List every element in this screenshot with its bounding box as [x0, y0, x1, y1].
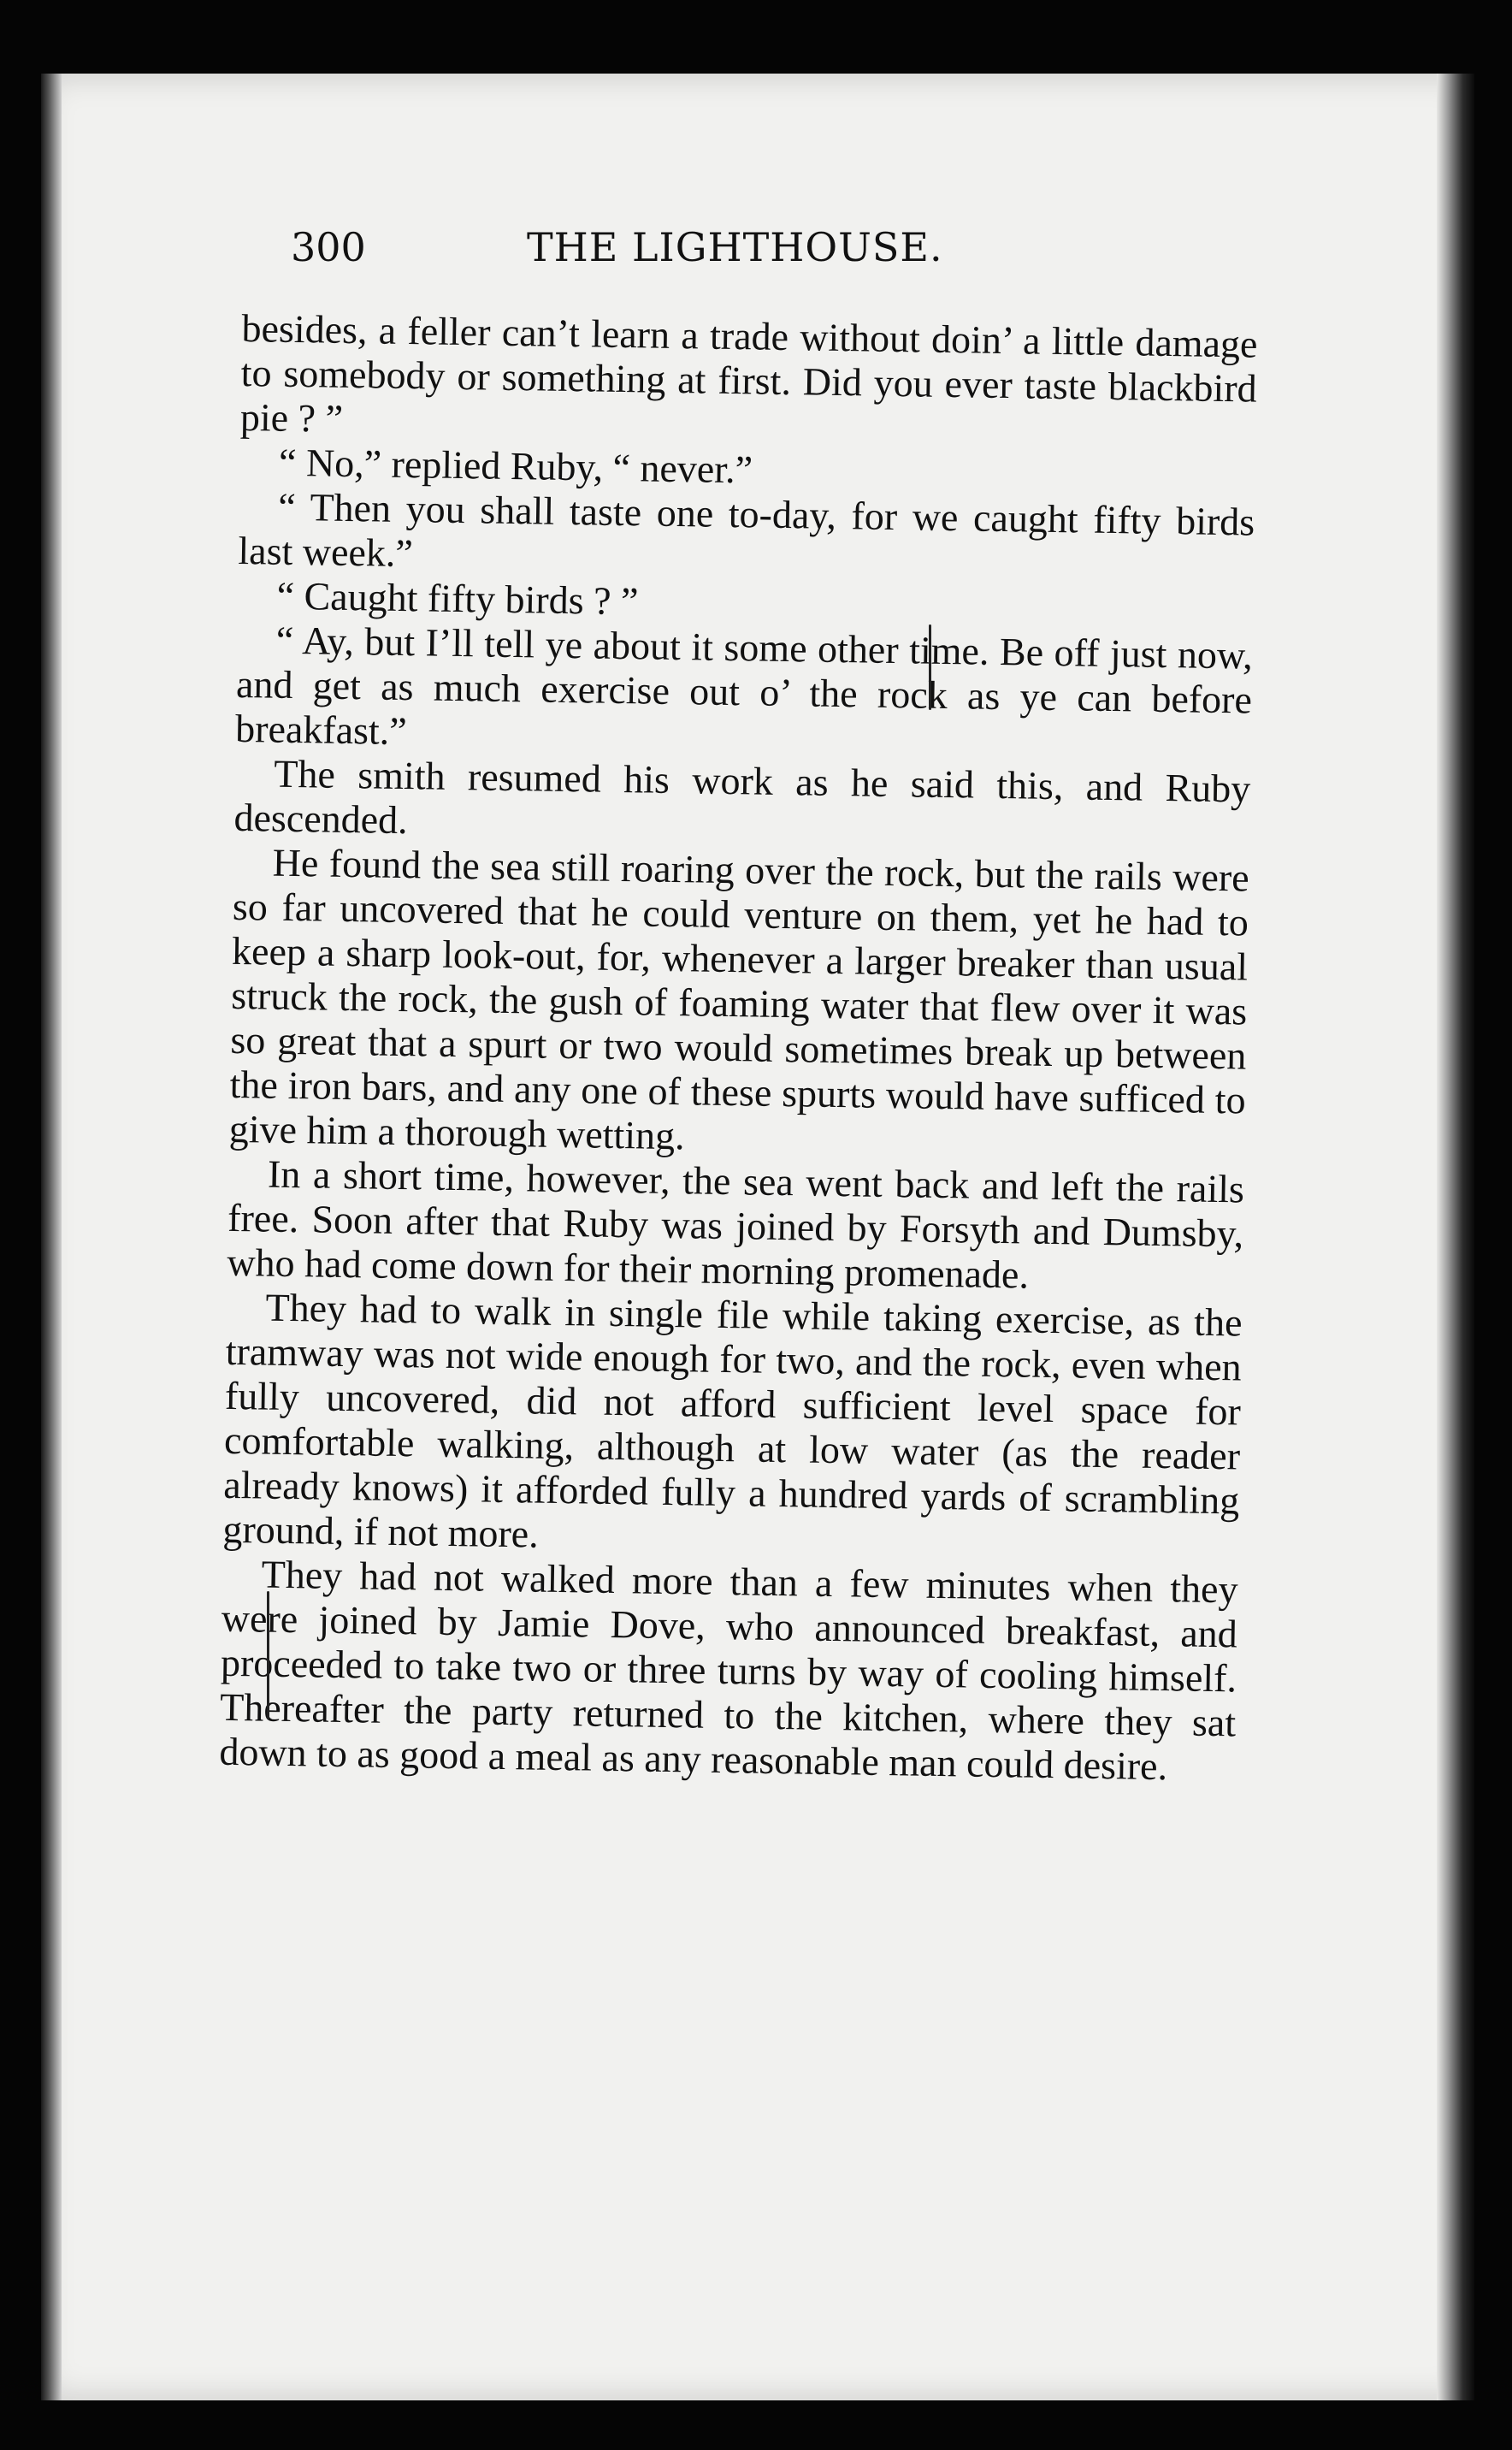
body-text [219, 306, 1258, 1790]
margin-pencil-mark-lower [267, 1591, 269, 1719]
page-left-shadow [41, 74, 62, 2400]
paragraph-9: They had to walk in single file while taking exercise, as the tramway was not wide enough for two, and the rock, even when fully uncovered, did not afford sufficient level space for comfortable walking, although at low water (as the reader already knows) it afforded fully a hundred yards of scrambling ground, if not more. [222, 1285, 1243, 1556]
paragraph-4: “ Caught fifty birds ? ” [276, 573, 639, 624]
paragraph-3: “ Then you shall taste one to-day, for we caught fifty birds last week.” [238, 484, 1255, 576]
paragraph-7: He found the sea still roaring over the rock, but the rails were so far uncovered that he could venture on them, yet he had to keep a sharp look-out, for, whenever a larger breaker than usual struck the rock, the gush of foaming water that flew over it was so great that a spurt or two would sometimes break up between the iron bars, and any one of these spurts would have sufficed to give him a thorough wetting. [228, 840, 1250, 1158]
page-number: 300 [291, 224, 366, 270]
paragraph-5: “ Ay, but I’ll tell ye about it some other time. Be off just now, and get as much exercise out o’ the rock as ye can before breakfast.” [234, 618, 1254, 754]
running-title: THE LIGHTHOUSE. [527, 224, 943, 270]
margin-pencil-mark-upper [929, 624, 931, 710]
paragraph-1: besides, a feller can’t learn a trade without doin’ a little damage to somebody or something at first. Did you ever taste blackbird pie ? ” [239, 306, 1258, 441]
page-gutter-shadow [1437, 74, 1474, 2400]
paragraph-8: In a short time, however, the sea went back and left the rails free. Soon after that Ruby was joined by Forsyth and Dumsby, who had come down for their morning promenade. [227, 1151, 1245, 1297]
paragraph-10: They had not walked more than a few minutes when they were joined by Jamie Dove, who announced breakfast, and proceeded to take two or three turns by way of cooling himself. Thereafter the party returned to the kitchen, where they sat down to as good a meal as any reasonable man could desire. [219, 1552, 1238, 1789]
paragraph-2: “ No,” replied Ruby, “ never.” [278, 440, 753, 492]
paragraph-6: The smith resumed his work as he said this, and Ruby descended. [233, 751, 1251, 843]
page-header [257, 224, 1283, 284]
